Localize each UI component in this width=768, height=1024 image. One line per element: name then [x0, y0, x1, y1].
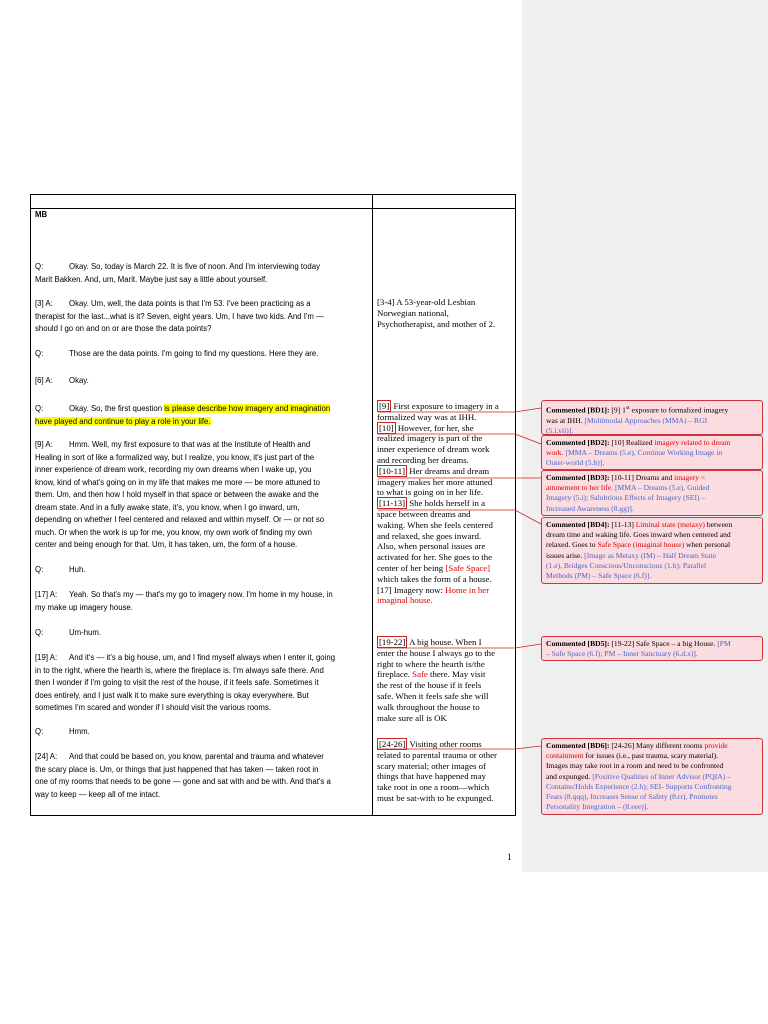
note-line: and recording her dreams.	[377, 454, 469, 465]
comment-anchor-bd4[interactable]: [11-13]	[379, 498, 406, 509]
comment-bd2[interactable]	[541, 435, 763, 470]
note-line: things that have happened may	[377, 771, 486, 782]
transcript-line: Um-hum.	[69, 628, 102, 637]
note-24-26	[377, 739, 497, 804]
transcript-line: in to the right, where the hearth is, where the fireplace is. I'm always safe there. And	[35, 665, 324, 675]
page-number: 1	[507, 852, 512, 862]
note-line: and relaxed, she goes inward.	[377, 530, 482, 541]
table-header-row	[31, 195, 515, 209]
comment-bd6[interactable]	[541, 738, 763, 815]
transcript-line: therapist for the last...what is it? Seven, eight years. Um, I have two kids. And I'm —	[35, 311, 324, 321]
comment-text: and expunged.	[546, 771, 591, 781]
transcript-line: And it's — it's a big house, um, and I find myself always when I enter it, going	[69, 653, 336, 662]
comment-codes: Personality Integration – (8.eee)].	[546, 802, 649, 812]
comment-bd4[interactable]	[541, 517, 763, 584]
transcript-line: way to keep — keep all of me intact.	[35, 789, 161, 799]
transcript-line: have played and continue to play a role in your life.	[35, 416, 211, 426]
speaker-label: Q:	[35, 349, 44, 358]
note-text: First exposure to imagery in a	[393, 401, 499, 411]
transcript-line: Okay. So, the first question is please describe how imagery and imagination	[69, 404, 331, 413]
transcript-line: Yeah. So that's my — that's my go to imagery now. I'm home in my house, in	[69, 590, 333, 599]
transcript-line: Okay.	[69, 376, 89, 385]
speaker-label: [17] A:	[35, 590, 58, 599]
comment-emphasis: provide	[704, 741, 728, 750]
comment-emphasis: imagery <	[674, 473, 706, 482]
speaker-label: Q:	[35, 727, 44, 736]
comment-text: [24-26] Many different rooms	[609, 741, 705, 750]
transcript-line: know, kind of what's going on in my life that makes me more — be more attuned to	[35, 477, 320, 487]
speaker-label: [6] A:	[35, 376, 53, 385]
comment-text: exposure to formalized imagery	[629, 405, 729, 415]
speaker-label: Q:	[35, 628, 44, 637]
note-line: [3-4] A 53-year-old Lesbian	[377, 297, 476, 307]
transcript-line: Marit Bakken. And, um, Marit. Maybe just say a little about yourself.	[35, 274, 268, 284]
comment-codes: Increased Awareness (8.gg)].	[546, 503, 634, 513]
note-line: right to where the hearth is/the	[377, 658, 485, 669]
comment-text: Images may take root in a room and need to be confronted	[546, 761, 724, 771]
transcript-line: them. Um, and then how I hold myself in that space or between the awake and the	[35, 490, 319, 499]
comment-codes: – Safe Space (6.f); PM – Inner Sanctuary (6.d.x)].	[546, 649, 698, 659]
comment-label: Commented [BD4]:	[546, 520, 610, 529]
comment-label: Commented [BD6]:	[546, 741, 610, 750]
comment-codes: Methods (PM) – Safe Space (6.f)].	[546, 571, 652, 581]
note-text: there. May visit	[430, 669, 486, 680]
safe-space-tag: [Safe Space]	[445, 562, 491, 573]
transcript-line: should I go on and on or are those the data points?	[35, 324, 212, 333]
note-line: must be sat-with to be expunged.	[377, 792, 494, 803]
comment-codes: (1.e), Bridges Conscious/Unconscious (1.b); Parallel	[546, 560, 707, 570]
comment-text: for issues (i.e., past trauma, scary material).	[583, 751, 719, 761]
speaker-label: [19] A:	[35, 653, 58, 662]
comment-text: dream time and waking life. Goes inward when centered and	[546, 530, 731, 540]
comment-anchor-bd2[interactable]: [10]	[379, 422, 394, 433]
comment-anchor-bd1[interactable]: [9]	[379, 401, 390, 411]
comment-codes: Imagery (5.i); Salubrious Effects of Imagery (SEI) –	[546, 493, 706, 503]
transcript-line: then I wonder if I'm going to visit the rest of the house, if it feels safe. Sometimes it	[35, 678, 319, 687]
comment-codes: [PM	[715, 639, 731, 648]
note-9-17	[377, 401, 499, 606]
transcript-line: And that could be based on, you know, parental and trauma and whatever	[69, 752, 324, 761]
comment-codes: Contains/Holds Experience (2.h); SEI- Supports Confronting	[546, 781, 732, 791]
transcript-line: Hmm. Well, my first exposure to that was at the Institute of Health and	[69, 440, 311, 449]
note-line: which takes the form of a house.	[377, 573, 492, 584]
note-line: activated for her. She goes to the	[377, 552, 493, 563]
transcript-line: depending on whether I feel centered and relaxed and within myself. Or — or not so	[35, 515, 325, 524]
note-text: She holds herself in a	[409, 498, 486, 509]
comment-text: st	[625, 405, 630, 411]
comment-emphasis: attunement to her life.	[546, 483, 614, 493]
note-text: Visiting other rooms	[409, 739, 482, 749]
note-line: space between dreams and	[377, 508, 471, 519]
comment-label: Commented [BD2]:	[546, 438, 610, 447]
note-line: the rest of the house if it feels	[377, 680, 482, 691]
comment-label: Commented [BD5]:	[546, 639, 610, 648]
note-text: However, for her, she	[397, 422, 474, 433]
transcript-line: inner experience of dream work, recording my own dreams when I wake up, you	[35, 465, 312, 474]
note-line: Also, when personal issues are	[377, 541, 486, 552]
comment-codes: [Image as Metaxy (IM) – Half Dream State	[582, 550, 716, 560]
comment-text: [10] Realized	[609, 438, 655, 447]
speaker-label: [24] A:	[35, 752, 58, 761]
comment-emphasis: imagery related to dream	[654, 438, 731, 447]
transcript-line: Huh.	[69, 565, 86, 574]
comment-label: Commented [BD3]:	[546, 473, 610, 482]
comment-bd1[interactable]	[541, 400, 763, 435]
comment-codes: (5.i.vii)].	[546, 425, 574, 435]
note-line: scary material; other images of	[377, 760, 486, 771]
comment-anchor-bd5[interactable]: [19-22]	[379, 637, 406, 647]
comment-text: [11-13]	[609, 520, 636, 529]
note-line: waking. When she feels centered	[377, 519, 493, 530]
note-line: realized imagery is part of the	[377, 433, 483, 444]
transcript-line: Okay. So, today is March 22. It is five of noon. And I'm interviewing today	[69, 262, 320, 271]
comment-text: when personal	[684, 540, 731, 550]
comment-text: issues arise.	[546, 550, 583, 560]
column-divider	[372, 195, 373, 815]
transcript-line: one of my rooms that needs to be gone — gone and sat with and be with. And that's a	[35, 777, 331, 786]
note-text: [17] Imagery now:	[377, 584, 443, 595]
note-line: walk throughout the house to	[377, 701, 480, 712]
comment-codes: Outer-world (5.b)].	[546, 458, 605, 468]
transcript-line: the scary place is. Um, or things that just happened that has taken — taken root in	[35, 764, 319, 774]
comment-emphasis: work.	[546, 448, 564, 458]
transcript-line: sometimes I'm scared and wonder if I should visit the various rooms.	[35, 703, 271, 712]
note-line: imagery makes her more attuned	[377, 476, 493, 487]
comment-codes: [MMA – Dreams (5.e), Continue Working Image in	[563, 448, 723, 458]
comment-codes: [Multimodal Approaches (MMA) – RGI	[584, 415, 708, 425]
comment-emphasis: Liminal state (metaxy)	[635, 520, 705, 529]
note-line: enter the house I always go to the	[377, 647, 495, 658]
comment-text: [10-11] Dreams and	[609, 473, 675, 482]
comment-bd5[interactable]	[541, 636, 763, 661]
note-text: fireplace.	[377, 669, 410, 680]
note-line: inner experience of dream work	[377, 444, 490, 455]
comment-anchor-bd3[interactable]: [10-11]	[379, 465, 406, 476]
speaker-label: Q:	[35, 404, 44, 413]
note-line: take root in one a room—which	[377, 782, 490, 793]
transcript-line: Hmm.	[69, 727, 90, 736]
note-line: to what is going on in her life.	[377, 487, 484, 498]
note-text: Her dreams and dream	[409, 465, 490, 476]
comment-text: was at IHH.	[546, 415, 583, 425]
transcript-line: Okay. Um, well, the data points is that I'm 53. I've been practicing as a	[69, 299, 311, 308]
note-line: formalized way was at IHH.	[377, 411, 477, 422]
note-line: related to parental trauma or other	[377, 749, 497, 760]
transcript-line: dream state. And in a fully awake state, it's, you know, when I go inward, um,	[35, 502, 300, 512]
note-emphasis: imaginal house.	[377, 595, 433, 606]
comment-text: relaxed. Goes to	[546, 540, 598, 550]
note-19-22	[377, 637, 495, 723]
comment-emphasis: Safe Space (imaginal house)	[597, 540, 685, 550]
note-line: Norwegian national,	[377, 307, 449, 318]
comment-label: Commented [BD1]:	[546, 405, 610, 415]
note-line: safe. When it feels safe she will	[377, 690, 489, 701]
comment-text: between	[704, 520, 733, 529]
comment-text: [9] 1	[609, 405, 626, 415]
speaker-label: [3] A:	[35, 299, 53, 308]
comment-emphasis: containment	[546, 751, 584, 761]
comment-text: [19-22] Safe Space – a big House.	[609, 639, 716, 648]
note-emphasis: Safe	[412, 669, 428, 680]
transcript-line: center and being enough for that. Um, it has taken, um, the form of a house.	[35, 540, 298, 549]
comment-codes: [Positive Qualities of Inner Advisor (PQIA) –	[590, 771, 731, 781]
transcript-line: Those are the data points. I'm going to find my questions. Here they are.	[69, 349, 319, 358]
comment-bd3[interactable]	[541, 470, 763, 516]
note-text: A big house. When I	[409, 637, 482, 647]
transcript-line: much. Or when the work is up for me, you know, my own work of finding my own	[35, 527, 312, 537]
transcript-line: does entirely, and I just walk it to make sure everything is okay everywhere. But	[35, 690, 309, 700]
speaker-label: [9] A:	[35, 440, 53, 449]
note-line: make sure all is OK	[377, 712, 447, 723]
comment-anchor-bd6[interactable]: [24-26]	[379, 739, 406, 749]
note-line: Psychotherapist, and mother of 2.	[377, 318, 496, 329]
note-3-4	[377, 297, 495, 329]
note-text: center of her being	[377, 562, 444, 573]
speaker-label: Q:	[35, 262, 44, 271]
page-below-margin	[522, 872, 768, 1024]
comment-codes: Fears (8.qqq), Increases Sense of Safety (8.rr), Promotes	[546, 792, 718, 802]
transcript-line: my make up imagery house.	[35, 602, 133, 612]
note-emphasis: Home in her	[445, 584, 490, 595]
interviewee-initials: MB	[35, 210, 48, 219]
transcript-line: Healing in sort of like a formalized way, but I realize, you know, it's just part of the	[35, 452, 315, 462]
comment-codes: [MMA – Dreams (5.e), Guided	[613, 483, 710, 493]
speaker-label: Q:	[35, 565, 44, 574]
